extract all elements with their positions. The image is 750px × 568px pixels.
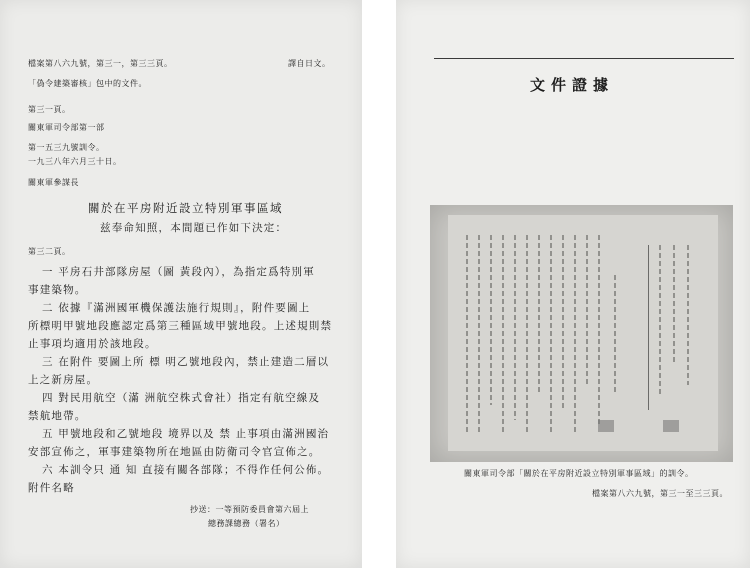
document-side-column xyxy=(648,245,704,410)
photo-caption: 關東軍司令部「關於在平房附近設立特別軍事區域」的訓令。 xyxy=(464,469,694,478)
recipients-line: 抄送：一等預防委員會第六屆上 xyxy=(190,505,309,514)
header-rule xyxy=(434,58,734,59)
paragraph-line: 二 依據『滿洲國軍機保護法施行規則』，附件要圖上 xyxy=(42,302,311,314)
page-reference-2: 第三二頁。 xyxy=(28,247,71,256)
paragraph-line: 上之新房屋。 xyxy=(28,374,99,386)
paragraph-line: 所標明甲號地段應認定爲第三種區域甲號地段。上述規則禁 xyxy=(28,320,333,332)
paragraph-line: 五 甲號地段和乙號地段 境界以及 禁 止事項由滿洲國治 xyxy=(42,428,330,440)
seal-mark xyxy=(598,420,614,432)
file-title-reference: 「偽令建築審核」包中的文件。 xyxy=(28,79,147,88)
paragraph-line: 三 在附件 要圖上所 標 明乙號地段內，禁止建造二層以 xyxy=(42,356,330,368)
document-photograph xyxy=(430,205,733,462)
photographed-document xyxy=(448,215,718,451)
archive-reference-footer: 檔案第八六九號，第三一至三三頁。 xyxy=(592,489,728,498)
page-reference: 第三一頁。 xyxy=(28,105,71,114)
section-heading: 文件證據 xyxy=(530,76,615,94)
issuing-officer: 關東軍參謀長 xyxy=(28,178,79,187)
paragraph-line: 安部宣佈之，軍事建築物所在地區由防衛司令官宣佈之。 xyxy=(28,446,321,458)
order-number: 第一五三九號訓令。 xyxy=(28,143,105,152)
paragraph-line: 六 本訓令只 通 知 直接有關各部隊；不得作任何公佈。 xyxy=(42,464,330,476)
attachment-note: 附件名略 xyxy=(28,482,75,494)
paragraph-line: 四 對民用航空（滿 洲航空株式會社）指定有航空線及 xyxy=(42,392,321,404)
paragraph-line: 止事項均適用於該地段。 xyxy=(28,338,157,350)
paragraph-line: 一 平房石井部隊房屋（圖 黃段內），為指定爲特別軍 xyxy=(42,266,315,278)
paragraph-line: 事建築物。 xyxy=(28,284,87,296)
intro-line: 兹奉命知照，本間題已作如下決定： xyxy=(100,222,288,234)
signature-line: 總務課總務（署名） xyxy=(208,519,285,528)
order-date: 一九三八年六月三十日。 xyxy=(28,157,122,166)
paragraph-line: 禁航地帶。 xyxy=(28,410,87,422)
issuing-department: 關東軍司令部第一部 xyxy=(28,123,105,132)
seal-mark xyxy=(663,420,679,432)
left-page xyxy=(0,0,362,568)
translation-note: 譯自日文。 xyxy=(288,59,331,68)
document-title: 關於在平房附近設立特別軍事區域 xyxy=(88,201,283,215)
archive-reference: 檔案第八六九號，第三一，第三三頁。 xyxy=(28,59,173,68)
